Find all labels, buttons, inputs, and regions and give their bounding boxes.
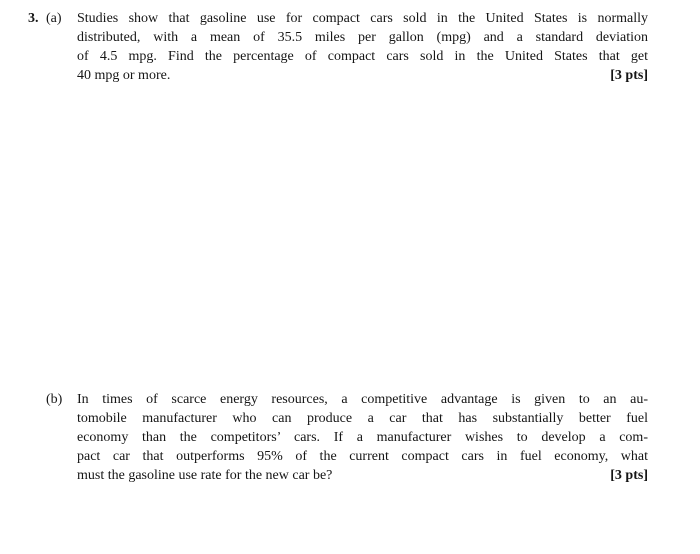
part-a-points-badge: [3 pts] — [610, 68, 648, 83]
part-a-line-1: Studies show that gasoline use for compact cars sold in the United States is normally — [77, 11, 648, 26]
part-a-line-2: distributed, with a mean of 35.5 miles per gallon (mpg) and a standard deviation — [77, 30, 648, 45]
part-a-last-line-text: 40 mpg or more. — [77, 68, 171, 83]
part-b-last-line-text: must the gasoline use rate for the new car be? — [77, 468, 333, 483]
part-a-line-3: of 4.5 mpg. Find the percentage of compact cars sold in the United States that get — [77, 49, 648, 64]
problem-part-b — [28, 390, 700, 485]
part-b-line-2: tomobile manufacturer who can produce a car that has substantially better fuel — [77, 411, 648, 426]
problem-number: 3. — [28, 11, 39, 26]
part-b-label: (b) — [46, 392, 63, 407]
part-b-body — [77, 390, 648, 485]
part-b-points-badge: [3 pts] — [610, 468, 648, 483]
part-b-line-1: In times of scarce energy resources, a competitive advantage is given to an au- — [77, 392, 648, 407]
part-a-last-line — [77, 66, 648, 85]
problem-part-a — [28, 9, 700, 85]
part-b-last-line — [77, 466, 648, 485]
part-b-line-3: economy than the competitors’ cars. If a manufacturer wishes to develop a com- — [77, 430, 648, 445]
part-b-line-4: pact car that outperforms 95% of the current compact cars in fuel economy, what — [77, 449, 648, 464]
part-a-body — [77, 9, 648, 85]
part-a-label: (a) — [46, 11, 62, 26]
